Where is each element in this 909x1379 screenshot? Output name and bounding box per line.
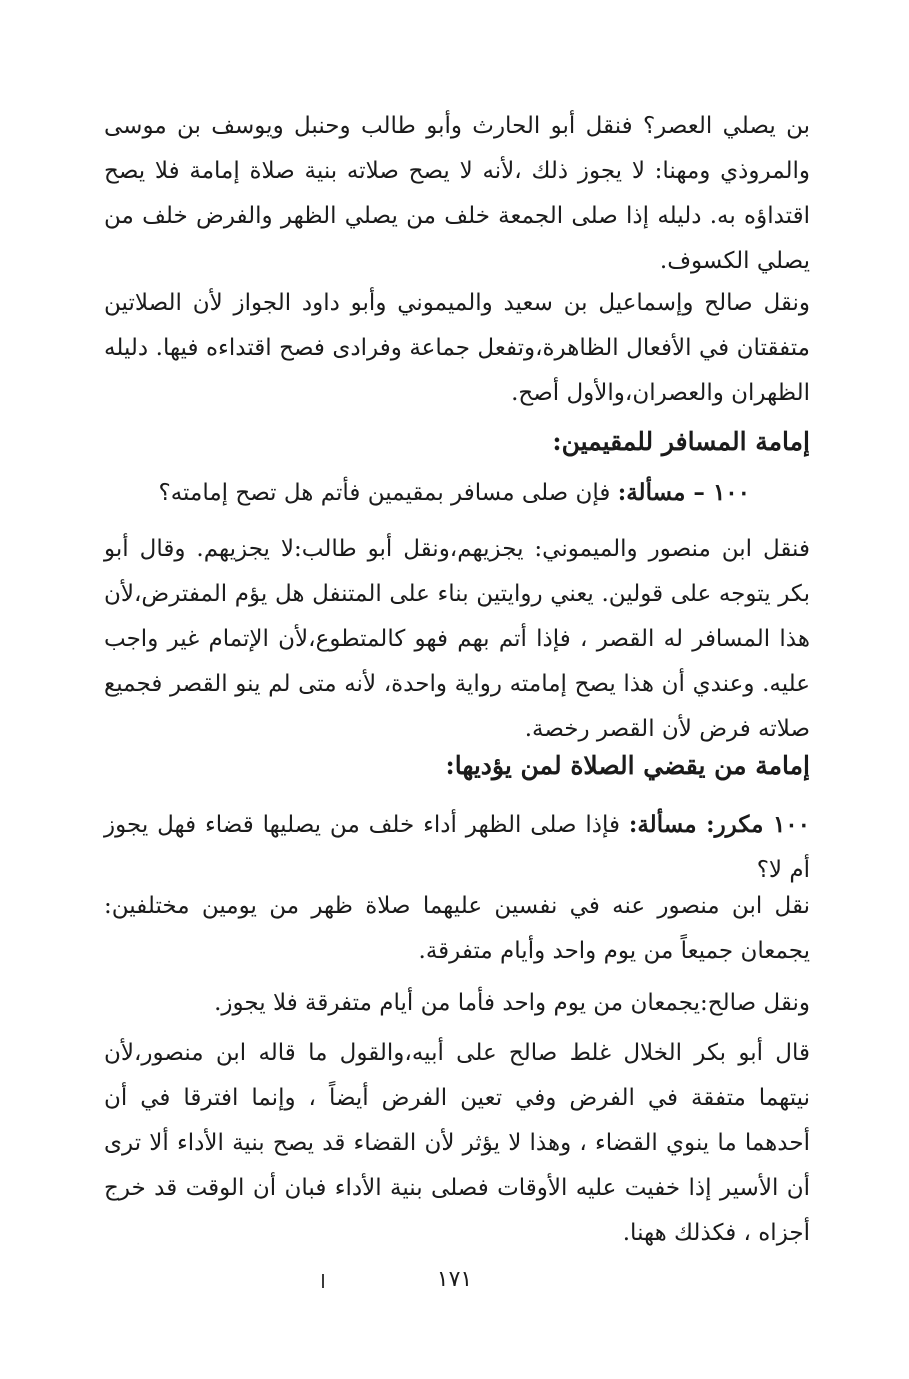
paragraph-6: قال أبو بكر الخلال غلط صالح على أبيه،والقول ما قاله ابن منصور،لأن نيتهما متفقة في الفرض وفي تعين الفرض أيضاً ، وإنما افترقا في أن أحدهما ما ينوي القضاء ، وهذا لا يؤثر لأن القضاء قد يصح بنية الأداء ألا ترى أن الأسير إذا خفيت عليه الأوقات فصلى بنية الأداء فبان أن الوقت قد خرج أجزاه ، فكذلك ههنا.: [104, 1040, 810, 1246]
issue-100-label: ١٠٠ – مسألة:: [617, 479, 750, 506]
issue-100-repeated-label: ١٠٠ مكرر: مسألة:: [628, 811, 811, 838]
issue-100: [104, 470, 810, 516]
section-heading-qada-imam: إمامة من يقضي الصلاة لمن يؤديها:: [445, 751, 810, 780]
paragraph-5: ونقل صالح:يجمعان من يوم واحد فأما من أيام متفرقة فلا يجوز.: [214, 990, 810, 1016]
paragraph-1: بن يصلي العصر؟ فنقل أبو الحارث وأبو طالب وحنبل ويوسف بن موسى والمروذي ومهنا: لا يجوز ذلك ،لأنه لا يصح صلاته بنية صلاة إمامة فلا يصح اقتداؤه به. دليله إذا صلى الجمعة خلف من يصلي الظهر والفرض خلف من يصلي الكسوف.: [104, 113, 810, 274]
section-heading-traveler-imam: إمامة المسافر للمقيمين:: [552, 427, 810, 456]
paragraph-2: ونقل صالح وإسماعيل بن سعيد والميموني وأبو داود الجواز لأن الصلاتين متفقتان في الأفعال الظاهرة،وتفعل جماعة وفرادى فصح اقتداءه فيها. دليله الظهران والعصران،والأول أصح.: [104, 290, 810, 406]
page-number: ١٧١: [436, 1267, 473, 1292]
issue-100-repeated-question: فإذا صلى الظهر أداء خلف من يصليها قضاء فهل يجوز أم لا؟: [104, 812, 810, 883]
paragraph-4: نقل ابن منصور عنه في نفسين عليهما صلاة ظهر من يومين مختلفين: يجمعان جميعاً من يوم واحد وأيام متفرقة.: [104, 893, 810, 964]
issue-100-question: فإن صلى مسافر بمقيمين فأتم هل تصح إمامته؟: [158, 480, 611, 506]
issue-100-repeated: [104, 802, 810, 893]
paragraph-3: فنقل ابن منصور والميموني: يجزيهم،ونقل أبو طالب:لا يجزيهم. وقال أبو بكر يتوجه على قولين. يعني روايتين بناء على المتنفل هل يؤم المفترض،لأن هذا المسافر له القصر ، فإذا أتم بهم فهو كالمتطوع،لأن الإتمام غير واجب عليه. وعندي أن هذا يصح إمامته رواية واحدة، لأنه متى لم ينو القصر فجميع صلاته فرض لأن القصر رخصة.: [104, 536, 810, 742]
